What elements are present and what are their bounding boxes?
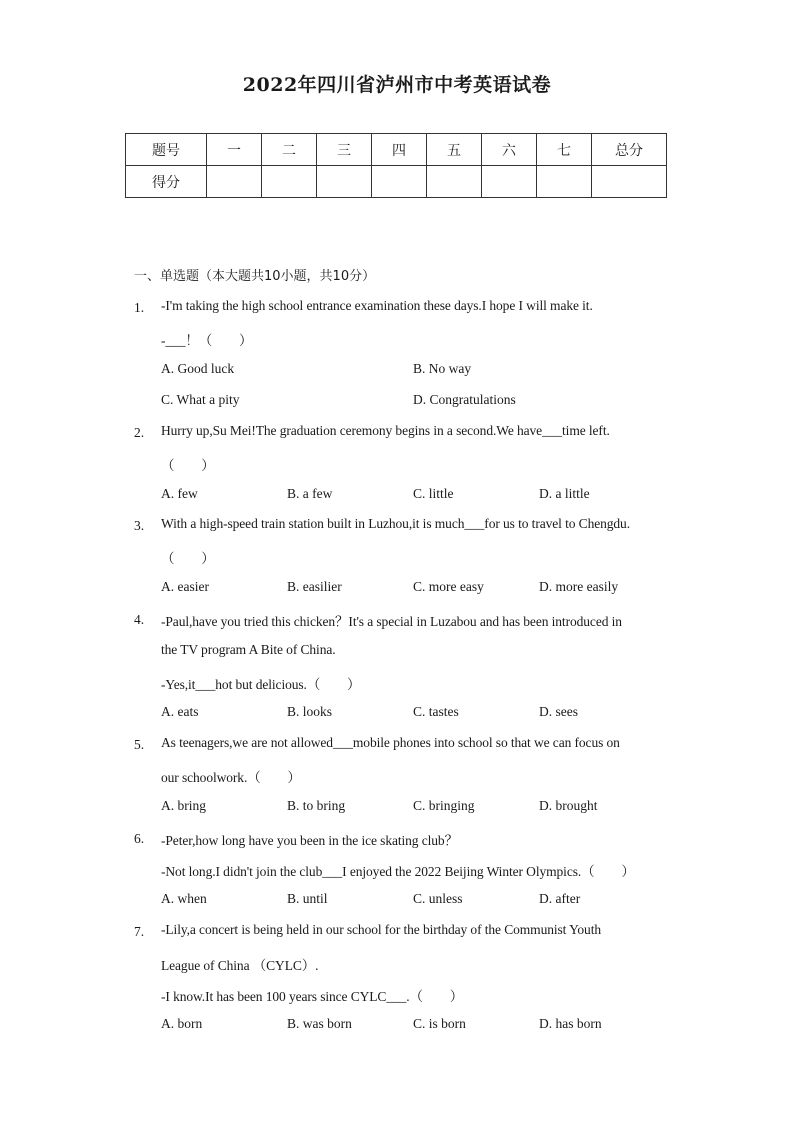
answer-option[interactable]: B. a few [287,486,333,501]
question-text: League of China （CYLC）. [161,958,319,973]
answer-option[interactable]: C. little [413,486,454,501]
answer-option[interactable]: A. eats [161,704,199,719]
question-text: -Yes,it___hot but delicious.（ ） [161,677,361,692]
answer-option[interactable]: A. Good luck [161,361,235,376]
question-number: 2. [134,425,145,440]
answer-option[interactable]: D. a little [539,486,590,501]
score-input-cell[interactable] [537,166,592,198]
score-input-cell[interactable] [427,166,482,198]
table-cell: 总分 [592,134,667,166]
question-text: （ ） [161,458,215,473]
answer-option[interactable]: A. when [161,891,207,906]
table-cell: 二 [262,134,317,166]
answer-option[interactable]: D. more easily [539,579,619,594]
question-text: As teenagers,we are not allowed___mobile phones into school so that we can focus on [161,735,620,750]
section-heading: 一、单选题（本大题共10小题，共10分） [134,269,376,284]
table-cell: 得分 [126,166,207,198]
question-text: -Peter,how long have you been in the ice skating club？ [161,833,458,848]
score-input-cell[interactable] [207,166,262,198]
score-input-cell[interactable] [262,166,317,198]
question-number: 6. [134,831,145,846]
table-cell: 七 [537,134,592,166]
question-text: -Not long.I didn't join the club___I enjoyed the 2022 Beijing Winter Olympics.（ ） [161,864,635,879]
answer-option[interactable]: C. tastes [413,704,459,719]
question-text: （ ） [161,551,215,566]
answer-option[interactable]: B. until [287,891,328,906]
score-input-cell[interactable] [482,166,537,198]
score-input-cell[interactable] [317,166,372,198]
question-text: -I know.It has been 100 years since CYLC___.（ ） [161,989,464,1004]
answer-option[interactable]: D. Congratulations [413,392,516,407]
answer-option[interactable]: D. brought [539,798,598,813]
answer-option[interactable]: A. bring [161,798,206,813]
answer-option[interactable]: B. easilier [287,579,342,594]
question-text: our schoolwork.（ ） [161,770,301,785]
answer-option[interactable]: B. to bring [287,798,346,813]
question-number: 4. [134,612,145,627]
answer-option[interactable]: C. more easy [413,579,484,594]
question-number: 7. [134,924,145,939]
table-cell: 一 [207,134,262,166]
table-cell: 五 [427,134,482,166]
answer-option[interactable]: C. bringing [413,798,475,813]
score-table-score-row [126,166,667,198]
question-text: -Lily,a concert is being held in our school for the birthday of the Communist Youth [161,922,602,937]
answer-option[interactable]: D. has born [539,1016,602,1031]
answer-option[interactable]: C. unless [413,891,463,906]
answer-option[interactable]: B. No way [413,361,472,376]
answer-option[interactable]: D. sees [539,704,578,719]
question-number: 3. [134,518,145,533]
table-cell: 题号 [126,134,207,166]
score-table-header-row [126,134,667,166]
answer-option[interactable]: B. looks [287,704,333,719]
answer-option[interactable]: A. born [161,1016,203,1031]
question-text: With a high-speed train station built in Luzhou,it is much___for us to travel to Chengdu. [161,516,630,531]
answer-option[interactable]: C. What a pity [161,392,240,407]
answer-option[interactable]: A. few [161,486,198,501]
answer-option[interactable]: B. was born [287,1016,352,1031]
question-text: Hurry up,Su Mei!The graduation ceremony begins in a second.We have___time left. [161,423,610,438]
answer-option[interactable]: D. after [539,891,581,906]
question-text: the TV program A Bite of China. [161,642,336,657]
table-cell: 三 [317,134,372,166]
score-input-cell[interactable] [372,166,427,198]
question-text: -___！（ ） [161,333,253,348]
question-number: 5. [134,737,145,752]
answer-option[interactable]: A. easier [161,579,209,594]
question-text: -Paul,have you tried this chicken？It's a special in Luzabou and has been introduced in [161,614,622,629]
table-cell: 四 [372,134,427,166]
page-title: 2022年四川省泸州市中考英语试卷 [242,74,552,96]
score-table [125,133,667,198]
score-input-cell[interactable] [592,166,667,198]
question-number: 1. [134,300,145,315]
question-text: -I'm taking the high school entrance examination these days.I hope I will make it. [161,298,593,313]
answer-option[interactable]: C. is born [413,1016,466,1031]
table-cell: 六 [482,134,537,166]
